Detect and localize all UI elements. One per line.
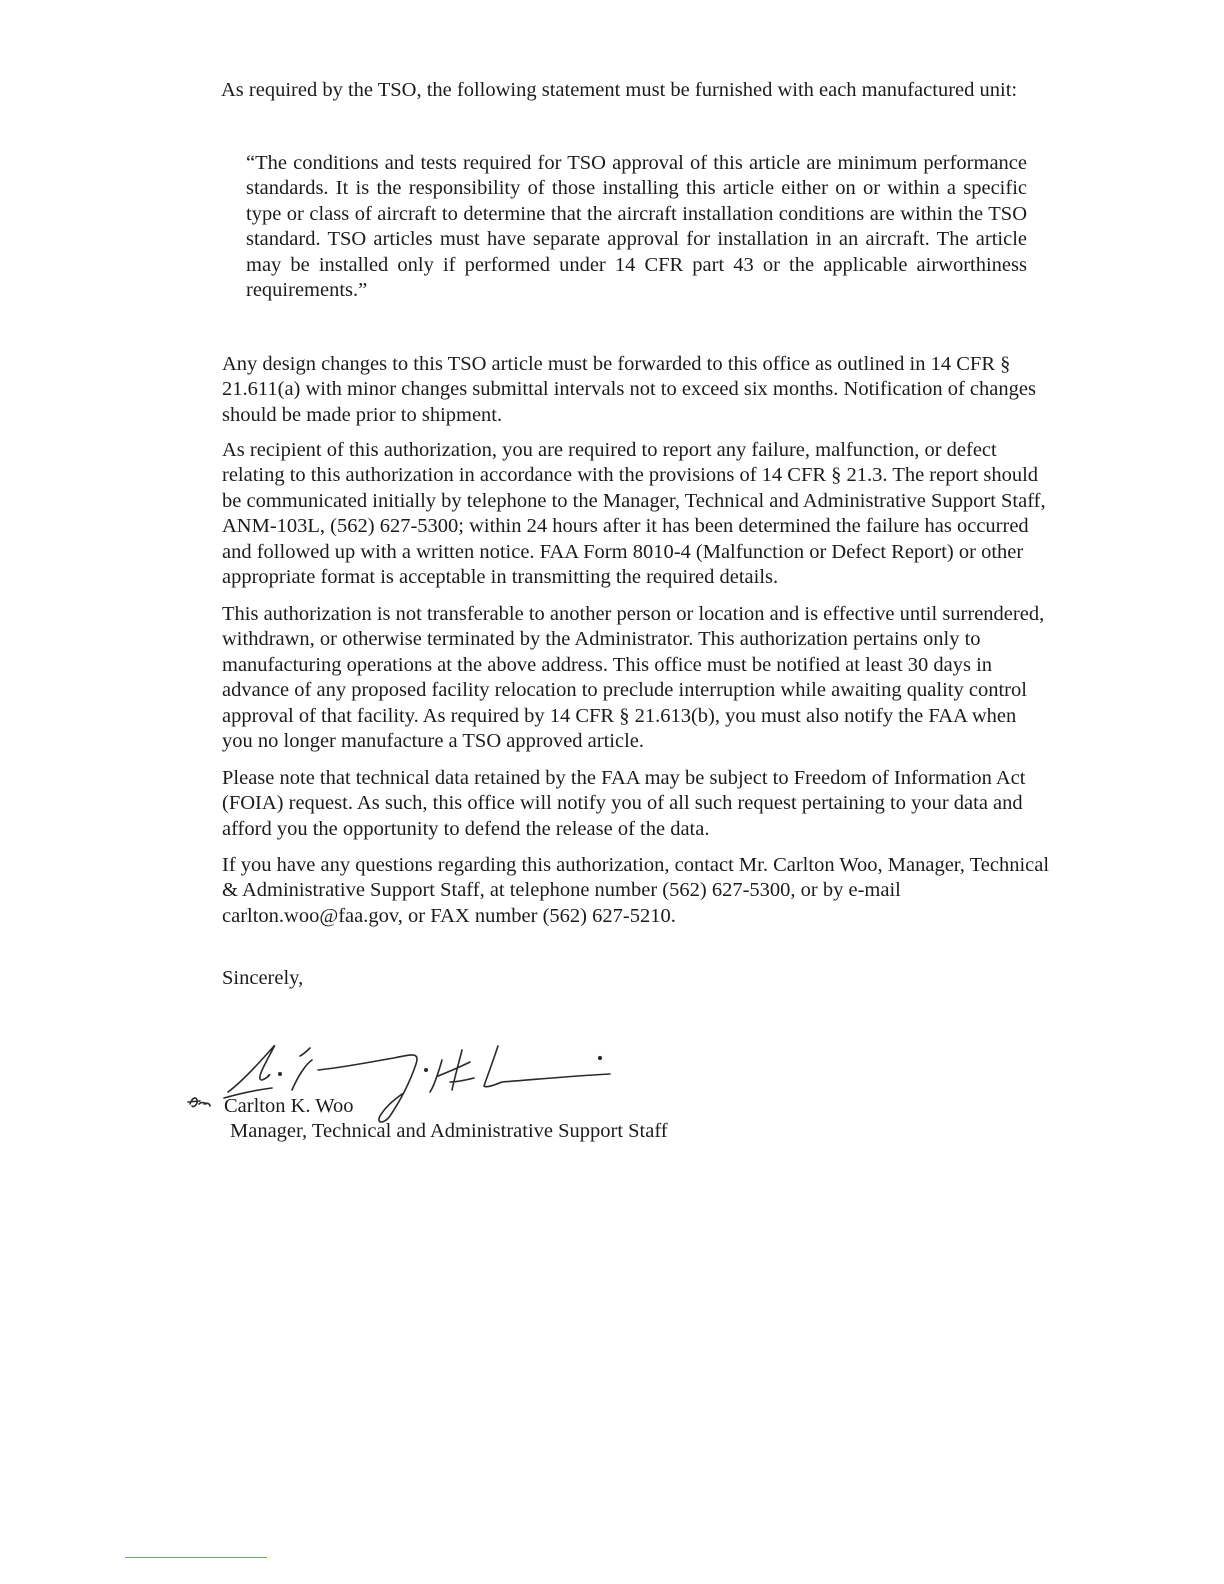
- paragraph-failure-reporting: As recipient of this authorization, you are required to report any failure, malfunction, or defect relating to this authorization in accordance with the provisions of 14 CFR § 21.3. The report should be communicated initially by telephone to the Manager, Technical and Administrative Support Staff, ANM-103L, (562) 627-5300; within 24 hours after it has been determined the failure has occurred and followed up with a written notice. FAA Form 8010-4 (Malfunction or Defect Report) or other appropriate format is acceptable in transmitting the required details.: [222, 439, 1046, 589]
- closing-salutation: Sincerely,: [222, 967, 304, 989]
- paragraph-contact: If you have any questions regarding this authorization, contact Mr. Carlton Woo, Manager, Technical & Administrative Support Staff, at telephone number (562) 627-5300, or by e-mail carlton.woo@faa.gov, or FAX number (562) 627-5210.: [222, 854, 1050, 927]
- footer-divider: [125, 1557, 267, 1558]
- paragraph-foia: Please note that technical data retained by the FAA may be subject to Freedom of Information Act (FOIA) request. As such, this office will notify you of all such request pertaining to your data and afford you the opportunity to defend the release of the data.: [222, 767, 1026, 840]
- signer-name: Carlton K. Woo: [224, 1095, 354, 1117]
- intro-statement: As required by the TSO, the following statement must be furnished with each manufactured unit:: [221, 79, 1018, 101]
- paragraph-transferability: This authorization is not transferable to another person or location and is effective until surrendered, withdrawn, or otherwise terminated by the Administrator. This authorization pertains only to manufacturing operations at the above address. This office must be notified at least 30 days in advance of any proposed facility relocation to preclude interruption while awaiting quality control approval of that facility. As required by 14 CFR § 21.613(b), you must also notify the FAA when you no longer manufacture a TSO approved article.: [222, 603, 1045, 753]
- tso-statement-quote: “The conditions and tests required for TSO approval of this article are minimum performance standards. It is the responsibility of those installing this article either on or within a specific type or class of aircraft to determine that the aircraft installation conditions are within the TSO standard. TSO articles must have separate approval for installation in an aircraft. The article may be installed only if performed under 14 CFR part 43 or the applicable airworthiness requirements.”: [246, 152, 1027, 302]
- paragraph-design-changes: Any design changes to this TSO article must be forwarded to this office as outlined in 14 CFR § 21.611(a) with minor changes submittal intervals not to exceed six months. Notification of changes should be made prior to shipment.: [222, 353, 1036, 426]
- signer-title: Manager, Technical and Administrative Support Staff: [230, 1120, 668, 1142]
